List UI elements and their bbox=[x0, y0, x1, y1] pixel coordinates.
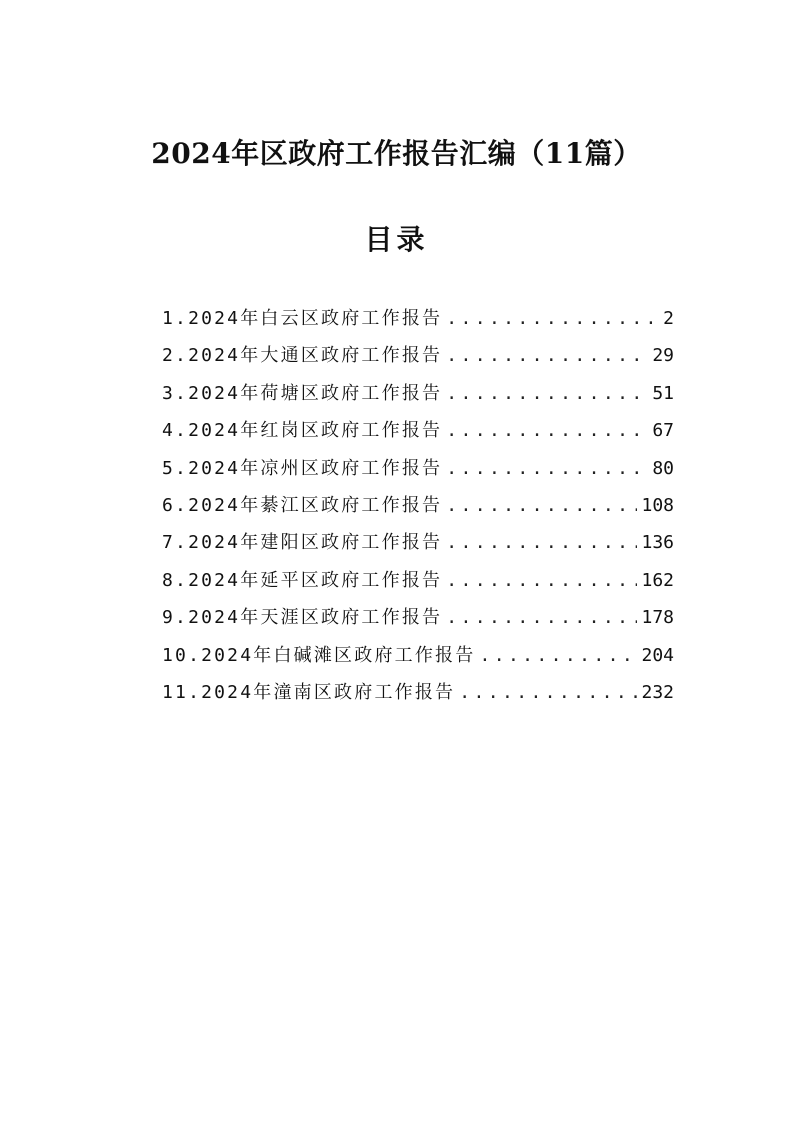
toc-entry-title: 1.2024年白云区政府工作报告 bbox=[162, 308, 443, 329]
toc-dot-leader bbox=[479, 645, 637, 666]
toc-dot-leader bbox=[446, 532, 637, 553]
toc-entry-title: 2.2024年大通区政府工作报告 bbox=[162, 345, 443, 367]
toc-page-number: 80 bbox=[652, 457, 674, 479]
toc-entry-title: 7.2024年建阳区政府工作报告 bbox=[162, 532, 443, 554]
toc-entry[interactable] bbox=[162, 678, 674, 715]
toc-dot-leader bbox=[446, 420, 648, 441]
toc-dot-leader bbox=[446, 495, 637, 516]
toc-entry[interactable] bbox=[162, 491, 674, 528]
document-title: 2024年区政府工作报告汇编（11篇） bbox=[151, 137, 642, 170]
toc-page-number: 232 bbox=[641, 681, 674, 703]
toc-entry[interactable] bbox=[162, 528, 674, 565]
toc-dot-leader bbox=[446, 458, 648, 479]
toc-entry-title: 3.2024年荷塘区政府工作报告 bbox=[162, 382, 443, 404]
toc-entry[interactable] bbox=[162, 641, 674, 678]
toc-page-number: 67 bbox=[652, 420, 674, 442]
toc-entry[interactable] bbox=[162, 304, 674, 341]
toc-dot-leader bbox=[446, 345, 648, 366]
toc-entry[interactable] bbox=[162, 603, 674, 640]
toc-entry[interactable] bbox=[162, 454, 674, 491]
toc-entry[interactable] bbox=[162, 566, 674, 603]
toc-entry-title: 8.2024年延平区政府工作报告 bbox=[162, 569, 443, 591]
toc-entry[interactable] bbox=[162, 341, 674, 378]
toc-page-number: 108 bbox=[641, 494, 674, 516]
toc-page-number: 178 bbox=[641, 607, 674, 629]
toc-entry-title: 6.2024年綦江区政府工作报告 bbox=[162, 494, 443, 516]
toc-heading: 目录 bbox=[364, 223, 429, 256]
toc-page-number: 29 bbox=[652, 345, 674, 367]
toc-entry[interactable] bbox=[162, 379, 674, 416]
toc-entry-title: 9.2024年天涯区政府工作报告 bbox=[162, 607, 443, 629]
toc-dot-leader bbox=[446, 383, 648, 404]
toc-page-number: 204 bbox=[641, 644, 674, 666]
toc-entry-title: 5.2024年凉州区政府工作报告 bbox=[162, 457, 443, 479]
toc-dot-leader bbox=[446, 607, 637, 628]
toc-page-number: 162 bbox=[641, 569, 674, 591]
toc-entry-title: 11.2024年潼南区政府工作报告 bbox=[162, 681, 456, 703]
toc-page-number: 136 bbox=[641, 532, 674, 554]
toc-page-number: 51 bbox=[652, 382, 674, 404]
toc-entry[interactable] bbox=[162, 416, 674, 453]
toc-entry-title: 10.2024年白碱滩区政府工作报告 bbox=[162, 644, 476, 666]
toc-entry-title: 4.2024年红岗区政府工作报告 bbox=[162, 420, 443, 442]
toc-dot-leader bbox=[446, 308, 659, 329]
toc-dot-leader bbox=[446, 570, 637, 591]
toc-page-number: 2 bbox=[663, 308, 674, 329]
table-of-contents bbox=[162, 304, 674, 715]
toc-dot-leader bbox=[459, 682, 637, 703]
